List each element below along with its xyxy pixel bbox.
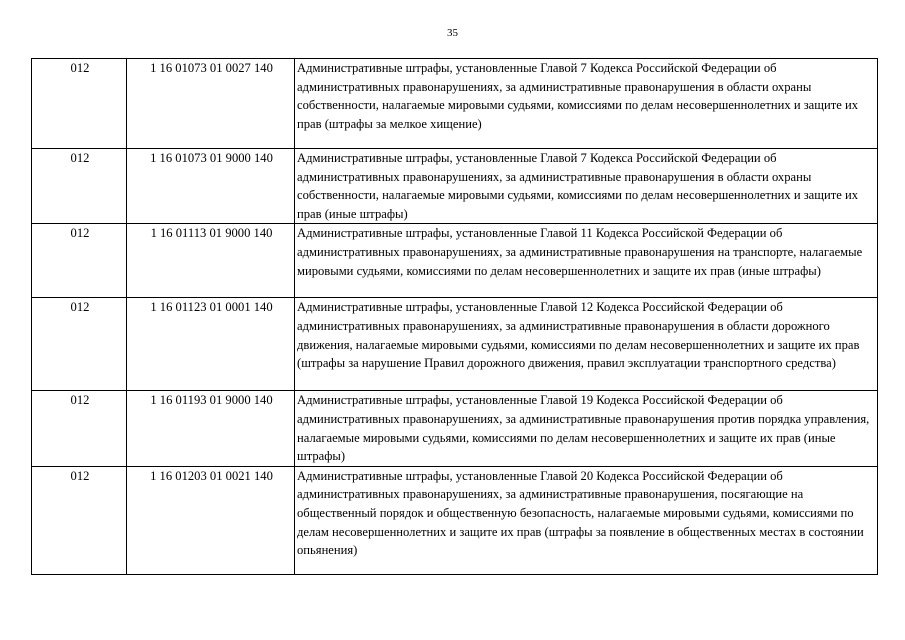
- table-row: [32, 298, 878, 391]
- table-row: [32, 59, 878, 149]
- budget-code-table: [31, 58, 878, 575]
- description-cell: Административные штрафы, установленные Главой 11 Кодекса Российской Федерации об административных правонарушениях, за административные правонарушения на транспорте, налагаемые мировыми судьями, комиссиями по делам несовершеннолетних и защите их прав (иные штрафы): [295, 224, 878, 298]
- table-row: [32, 466, 878, 574]
- table-row: [32, 149, 878, 224]
- description-cell: Административные штрафы, установленные Главой 7 Кодекса Российской Федерации об административных правонарушениях, за административные правонарушения в области охраны собственности, налагаемые мировыми судьями, комиссиями по делам несовершеннолетних и защите их прав (иные штрафы): [295, 149, 878, 224]
- budget-code-cell: 1 16 01113 01 9000 140: [127, 224, 295, 298]
- table-row: [32, 224, 878, 298]
- budget-code-cell: 1 16 01073 01 0027 140: [127, 59, 295, 149]
- budget-code-cell: 1 16 01073 01 9000 140: [127, 149, 295, 224]
- description-cell: Административные штрафы, установленные Главой 19 Кодекса Российской Федерации об административных правонарушениях, за административные правонарушения против порядка управления, налагаемые мировыми судьями, комиссиями по делам несовершеннолетних и защите их прав (иные штрафы): [295, 391, 878, 466]
- admin-code-cell: 012: [32, 466, 127, 574]
- admin-code-cell: 012: [32, 224, 127, 298]
- description-cell: Административные штрафы, установленные Главой 12 Кодекса Российской Федерации об административных правонарушениях, за административные правонарушения в области дорожного движения, налагаемые мировыми судьями, комиссиями по делам несовершеннолетних и защите их прав (штрафы за нарушение Правил дорожного движения, правил эксплуатации транспортного средства): [295, 298, 878, 391]
- description-cell: Административные штрафы, установленные Главой 7 Кодекса Российской Федерации об административных правонарушениях, за административные правонарушения в области охраны собственности, налагаемые мировыми судьями, комиссиями по делам несовершеннолетних и защите их прав (штрафы за мелкое хищение): [295, 59, 878, 149]
- table-row: [32, 391, 878, 466]
- admin-code-cell: 012: [32, 298, 127, 391]
- description-cell: Административные штрафы, установленные Главой 20 Кодекса Российской Федерации об административных правонарушениях, за административные правонарушения, посягающие на общественный порядок и общественную безопасность, налагаемые мировыми судьями, комиссиями по делам несовершеннолетних и защите их прав (штрафы за появление в общественных местах в состоянии опьянения): [295, 466, 878, 574]
- admin-code-cell: 012: [32, 149, 127, 224]
- admin-code-cell: 012: [32, 391, 127, 466]
- budget-code-cell: 1 16 01193 01 9000 140: [127, 391, 295, 466]
- page-number: 35: [447, 27, 458, 39]
- admin-code-cell: 012: [32, 59, 127, 149]
- budget-code-cell: 1 16 01123 01 0001 140: [127, 298, 295, 391]
- budget-code-cell: 1 16 01203 01 0021 140: [127, 466, 295, 574]
